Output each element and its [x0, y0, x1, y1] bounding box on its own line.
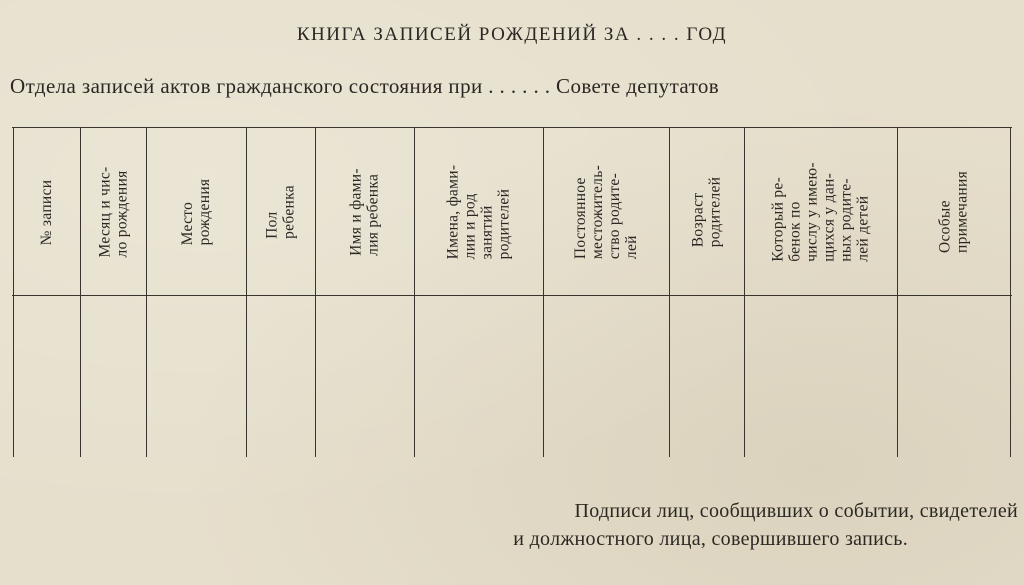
column-header-parents-age: Возраст родителей [689, 176, 724, 248]
column-header-record-number: № записи [38, 179, 55, 245]
table-top-border [12, 127, 1012, 128]
column-header-special-notes: Особые примечания [936, 170, 971, 254]
signature-line: Подписи лиц, сообщивших о событии, свидетелей [574, 500, 1018, 522]
page-title: КНИГА ЗАПИСЕЙ РОЖДЕНИЙ ЗА . . . . ГОД [296, 24, 728, 45]
column-header-parents-residence: Постоянное местожитель- ство родите- лей [572, 164, 640, 260]
table-column-divider [1010, 127, 1011, 457]
column-header-birth-place: Место рождения [179, 178, 213, 246]
page-subtitle: Отдела записей актов гражданского состояния при . . . . . . Совете депутатов [10, 74, 720, 98]
column-header-parents-names: Имена, фами- лии и род занятий родителей [444, 164, 513, 260]
column-header-child-name: Имя и фами- лия ребенка [347, 168, 382, 256]
column-header-child-sex: Пол ребенка [263, 185, 298, 239]
table-header-bottom-border [12, 295, 1012, 296]
column-header-birth-date: Месяц и чис- ло рождения [96, 166, 130, 258]
signature-line: и должностного лица, совершившего запись. [513, 528, 908, 550]
column-header-child-order: Который ре- бенок по числу у имею- щихся у дан- ных родите- лей детей [769, 162, 872, 262]
signature-note [513, 497, 1018, 553]
